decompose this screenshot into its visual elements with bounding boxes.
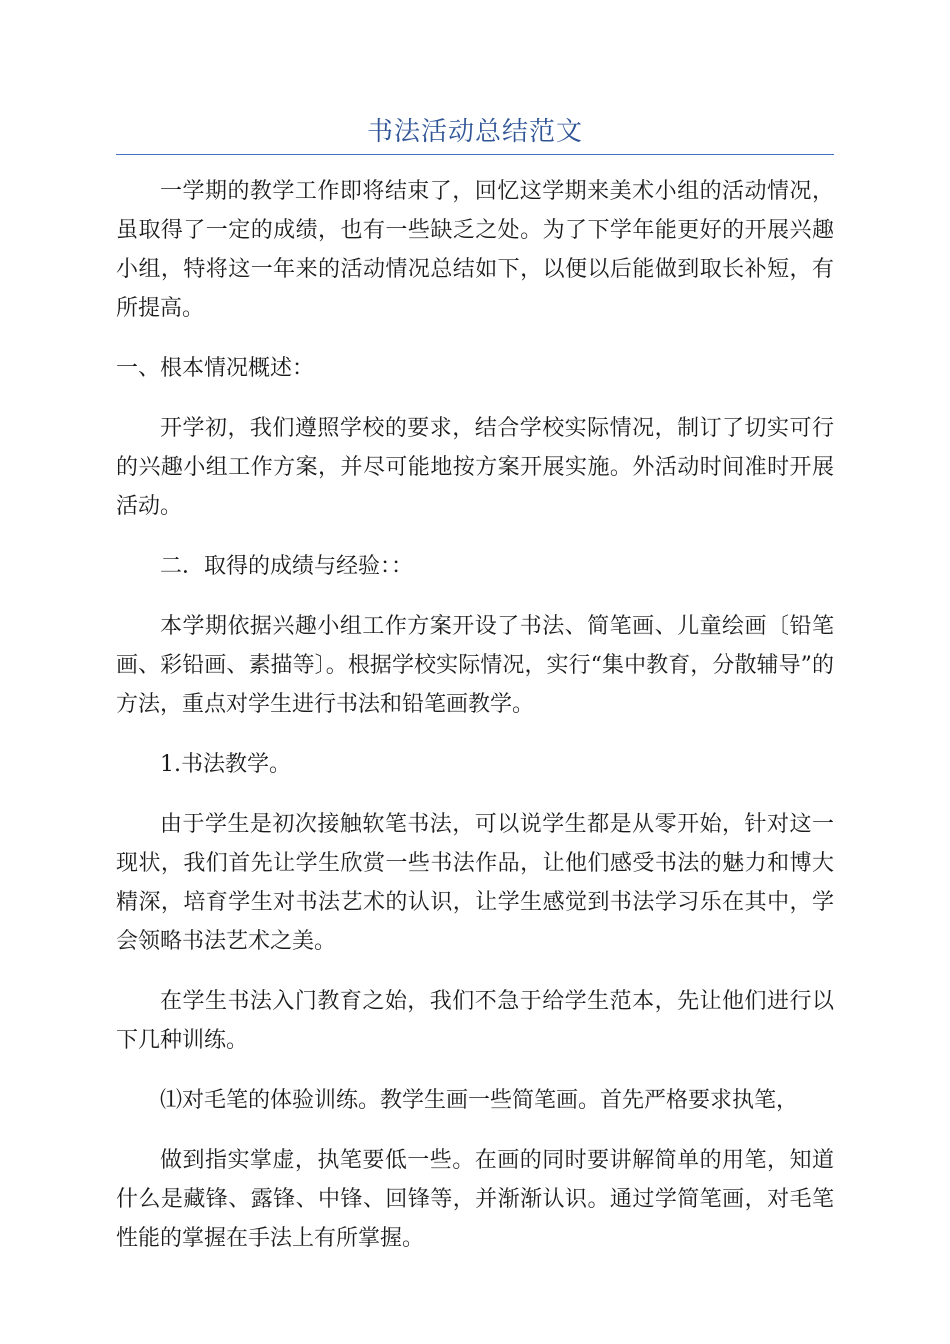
subheading-calligraphy: 1.书法教学。 (160, 752, 291, 777)
title-underline (116, 154, 834, 155)
paragraph-training-1-cont: 做到指实掌虚，执笔要低一些。在画的同时要讲解简单的用笔，知道什么是藏锋、露锋、中锋、回锋等，并渐渐认识。通过学简笔画，对毛笔性能的掌握在手法上有所掌握。 (116, 1148, 834, 1251)
paragraph-training-intro: 在学生书法入门教育之始，我们不急于给学生范本，先让他们进行以下几种训练。 (116, 989, 834, 1053)
paragraph-calligraphy-intro: 由于学生是初次接触软笔书法，可以说学生都是从零开始，针对这一现状，我们首先让学生欣赏一些书法作品，让他们感受书法的魅力和博大精深，培育学生对书法艺术的认识，让学生感觉到书法学习乐在其中，学会领略书法艺术之美。 (116, 812, 834, 954)
paragraph-training-1: ⑴对毛笔的体验训练。教学生画一些简笔画。首先严格要求执笔， (160, 1088, 799, 1113)
section-heading-2: 二．取得的成绩与经验：： (160, 554, 414, 579)
paragraph-courses: 本学期依据兴趣小组工作方案开设了书法、简笔画、儿童绘画〔铅笔画、彩铅画、素描等〕。根据学校实际情况，实行“集中教育，分散辅导”的方法，重点对学生进行书法和铅笔画教学。 (116, 614, 834, 717)
document-body (116, 172, 834, 1279)
section-heading-1: 一、根本情况概述： (116, 356, 315, 381)
paragraph-intro: 一学期的教学工作即将结束了，回忆这学期来美术小组的活动情况，虽取得了一定的成绩，也有一些缺乏之处。为了下学年能更好的开展兴趣小组，特将这一年来的活动情况总结如下，以便以后能做到取长补短，有所提高。 (116, 179, 834, 321)
document-title: 书法活动总结范文 (366, 117, 583, 147)
paragraph-overview: 开学初，我们遵照学校的要求，结合学校实际情况，制订了切实可行的兴趣小组工作方案，并尽可能地按方案开展实施。外活动时间准时开展活动。 (116, 416, 834, 519)
